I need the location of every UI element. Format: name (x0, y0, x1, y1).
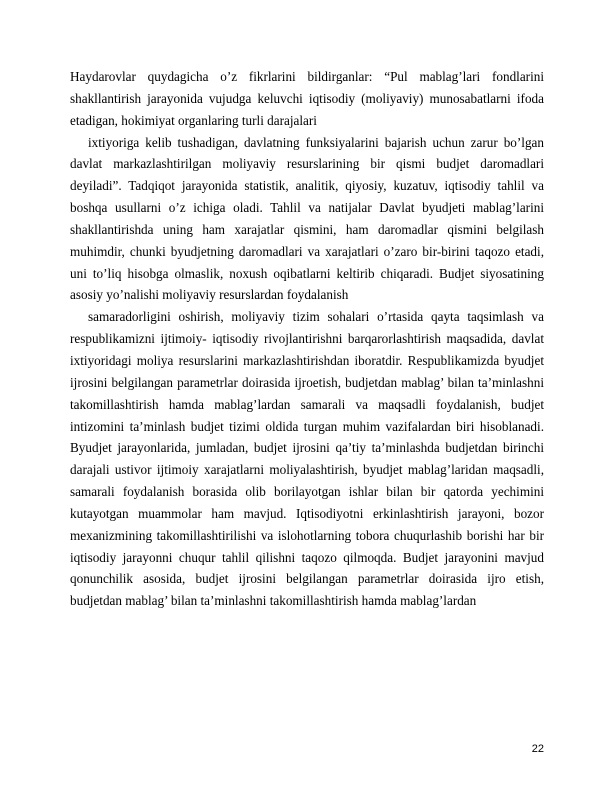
paragraph-2: ixtiyoriga kelib tushadigan, davlatning funksiyalarini bajarish uchun zarur bo’lgan davlat markazlashtirilgan moliyaviy resurslarining bir qismi budjet daromadlari deyiladi”. Tadqiqot jarayonida statistik, analitik, qiyosiy, kuzatuv, iqtisodiy tahlil va boshqa usullarni o’z ichiga oladi. Tahlil va natijalar Davlat byudjeti mablag’larini shakllantirishda uning ham xarajatlar qismini, ham daromadlar qismini belgilash muhimdir, chunki byudjetning daromadlari va xarajatlari o’zaro bir-birini taqozo etadi, uni to’liq hisobga olmaslik, noxush oqibatlarni keltirib chiqaradi. Budjet siyosatining asosiy yo’nalishi moliyaviy resurslardan foydalanish (70, 134, 544, 303)
body-text (70, 66, 544, 612)
paragraph-3: samaradorligini oshirish, moliyaviy tizim sohalari o’rtasida qayta taqsimlash va respublikamizni ijtimoiy- iqtisodiy rivojlantirishni barqarorlashtirish maqsadida, davlat ixtiyoridagi moliya resurslarini markazlashtirishdan iboratdir. Respublikamizda byudjet ijrosini belgilangan parametrlar doirasida ijroetish, budjetdan mablag’ bilan ta’minlashni takomillashtirish hamda mablag’lardan samarali va maqsadli foydalanish, budjet intizomini ta’minlash budjet tizimi oldida turgan muhim vazifalardan biri hisoblanadi. Byudjet jarayonlarida, jumladan, budjet ijrosini qa’tiy ta’minlashda budjetdan birinchi darajali ustivor ijtimoiy xarajatlarni moliyalashtirish, byudjet mablag’laridan maqsadli, samarali foydalanish borasida olib borilayotgan ishlar bilan bir qatorda yechimini kutayotgan muammolar ham mavjud. Iqtisodiyotni erkinlashtirish jarayoni, bozor mexanizmining takomillashtirilishi va islohotlarning tobora chuqurlashib borishi har bir iqtisodiy jarayonni chuqur tahlil qilishni taqozo qilmoqda. Budjet jarayonini mavjud qonunchilik asosida, budjet ijrosini belgilangan parametrlar doirasida ijro etish, budjetdan mablag’ bilan ta’minlashni takomillashtirish hamda mablag’lardan (70, 309, 544, 609)
paragraph-1: Haydarovlar quydagicha o’z fikrlarini bildirganlar: “Pul mablag’lari fondlarini shakllantirish jarayonida vujudga keluvchi iqtisodiy (moliyaviy) munosabatlarni ifoda etadigan, hokimiyat organlaring turli darajalari (70, 69, 544, 128)
page-number: 22 (531, 743, 544, 755)
